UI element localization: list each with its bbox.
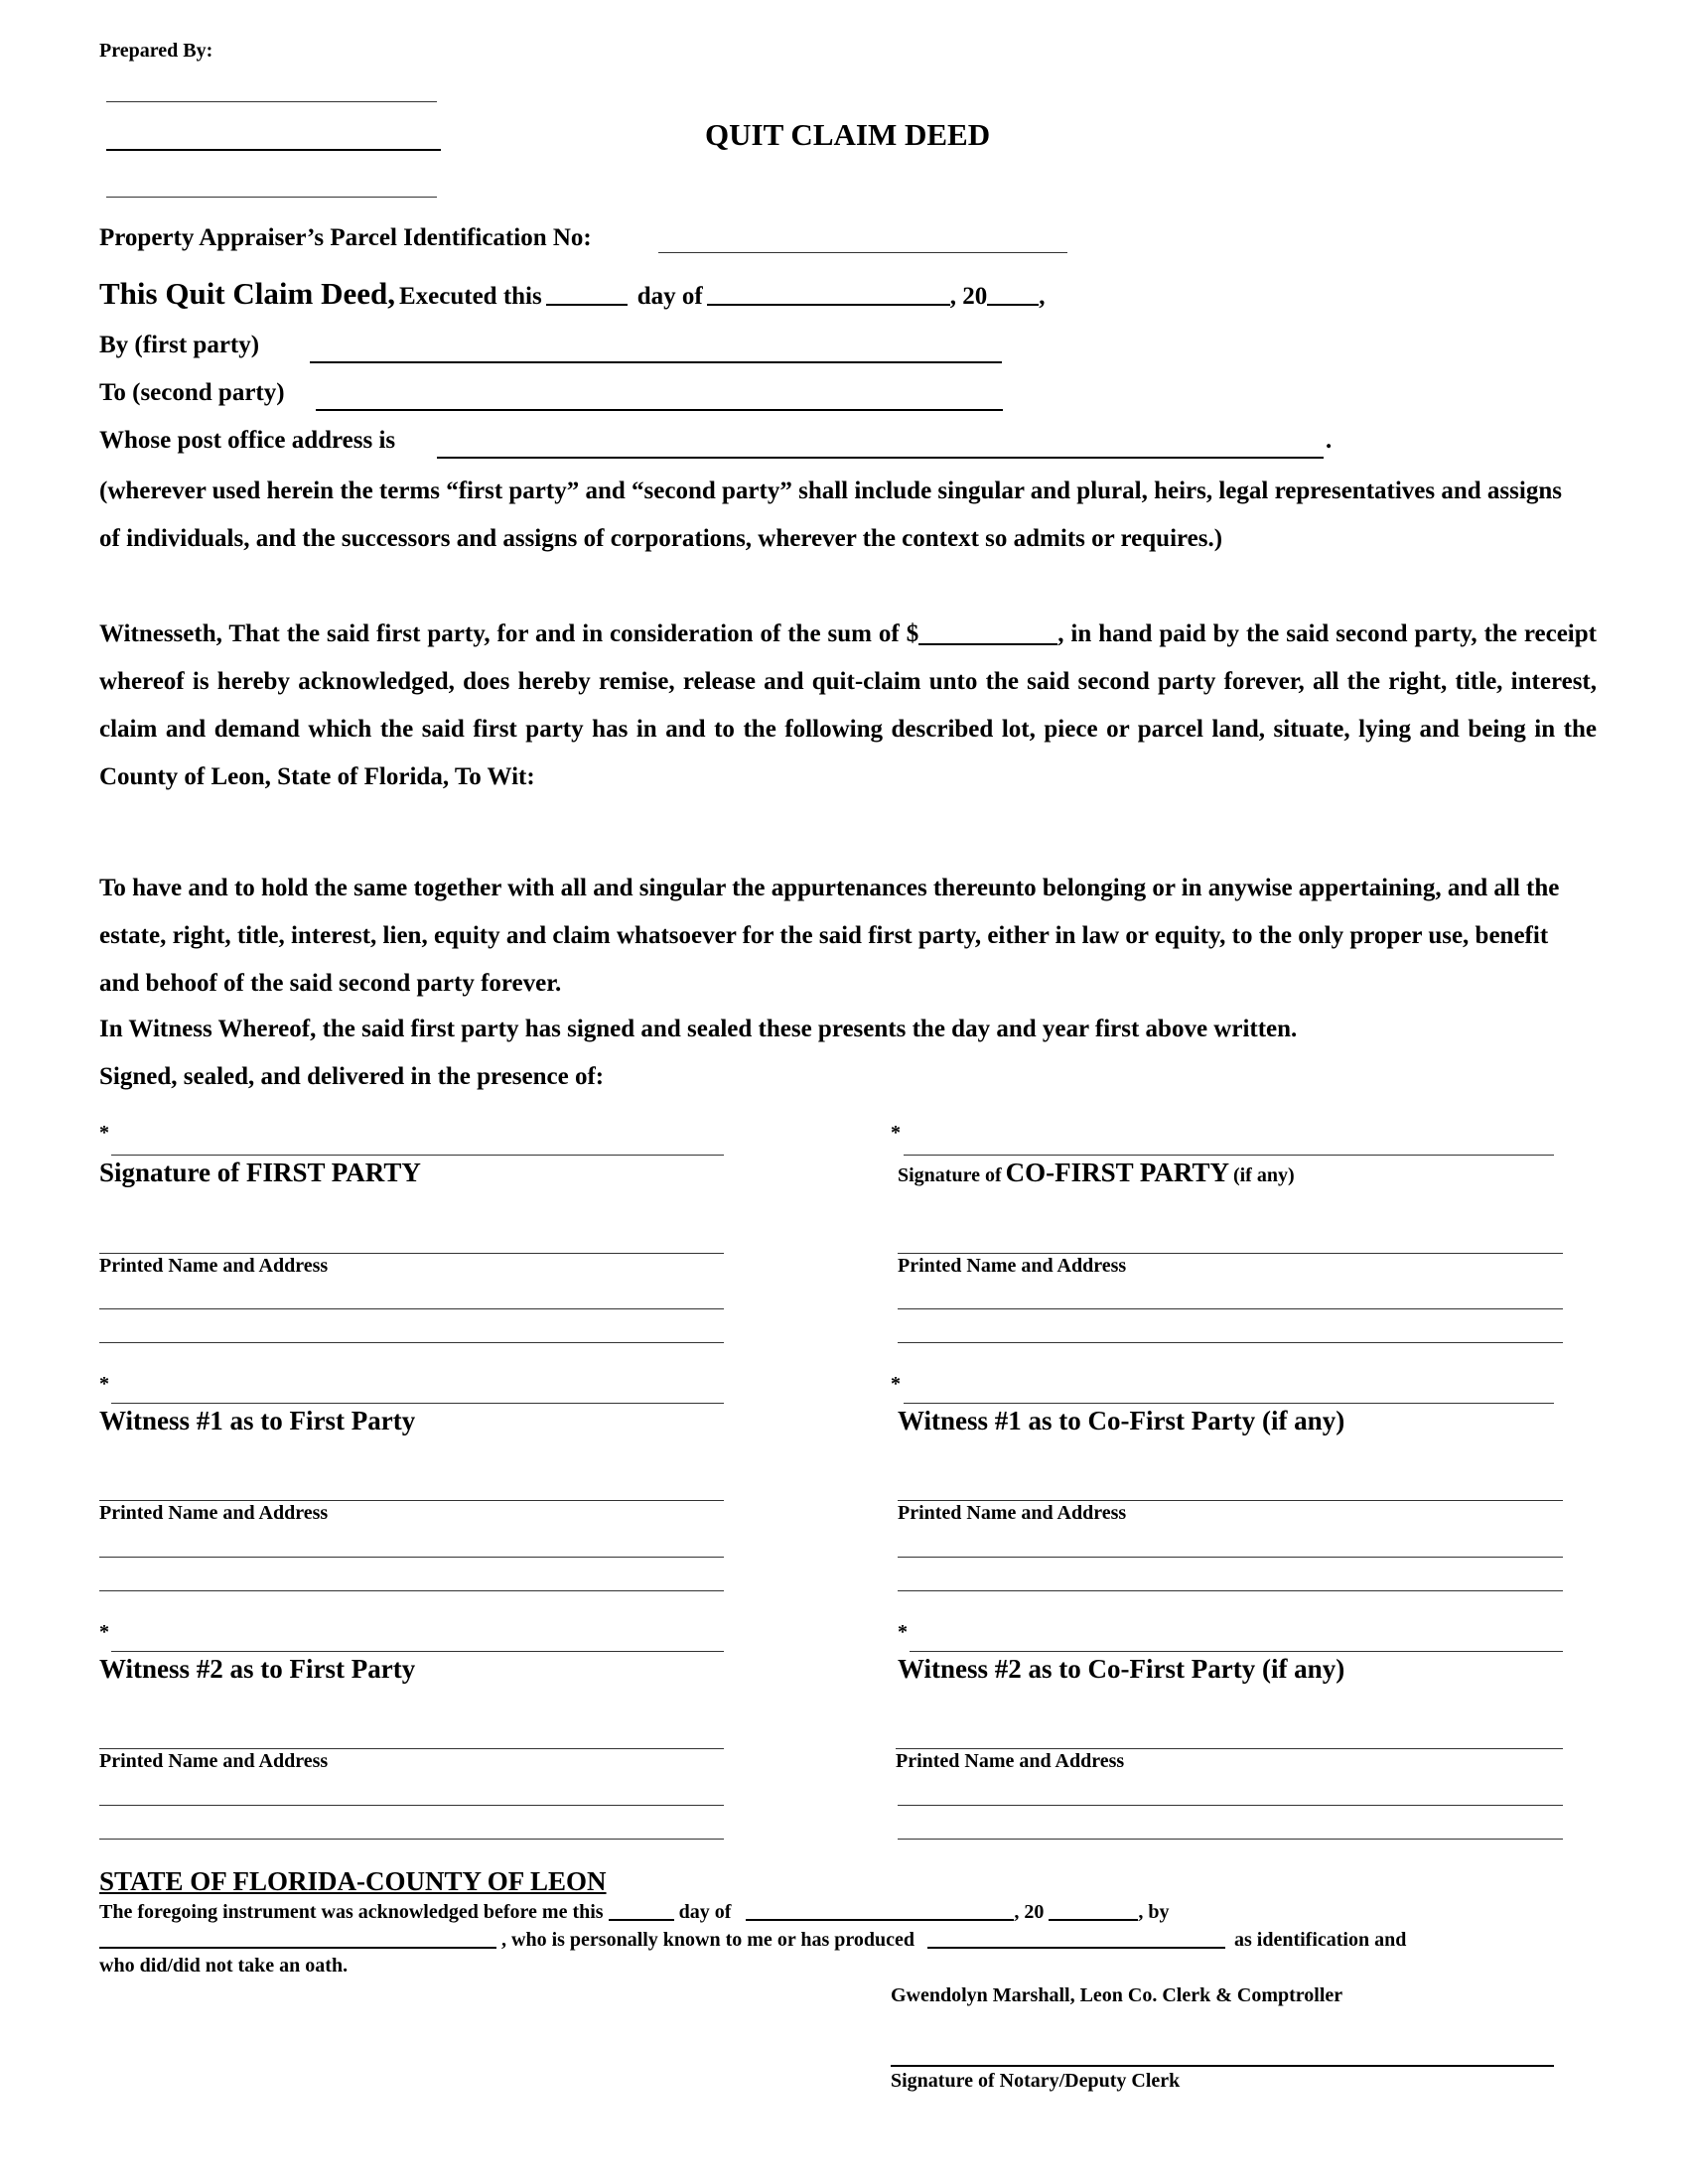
witness1-first-address-line-1[interactable] (99, 1557, 724, 1558)
notary-line1-c: , 20 (1014, 1901, 1045, 1923)
co-first-address-line-1[interactable] (898, 1308, 1563, 1309)
notary-name-blank[interactable] (99, 1927, 496, 1949)
witnesseth-part1: Witnesseth, That the said first party, for and in consideration of the sum of $ (99, 620, 919, 647)
notary-line2-a: , who is personally known to me or has produced (501, 1929, 914, 1951)
notary-line-3: who did/did not take an oath. (99, 1955, 349, 1977)
address-line[interactable] (437, 457, 1324, 459)
executed-day-blank[interactable] (546, 288, 628, 306)
witness2-first-address-line-2[interactable] (99, 1839, 724, 1840)
consideration-amount-blank[interactable] (918, 618, 1057, 645)
co-first-printed-line[interactable] (898, 1253, 1563, 1254)
asterisk: * (891, 1122, 901, 1144)
executed-year-blank[interactable] (987, 288, 1039, 306)
first-party-address-line-2[interactable] (99, 1342, 724, 1343)
notary-line-2 (99, 1927, 1406, 1952)
co-first-address-line-2[interactable] (898, 1342, 1563, 1343)
first-party-label: By (first party) (99, 332, 260, 358)
co-first-signature-line[interactable] (904, 1155, 1554, 1156)
witness2-co-printed-line[interactable] (896, 1748, 1563, 1749)
witness1-co-address-line-2[interactable] (898, 1590, 1563, 1591)
first-party-signature-line[interactable] (111, 1155, 724, 1156)
co-first-suffix: (if any) (1232, 1164, 1295, 1186)
witness2-co-label: Witness #2 as to Co-First Party (if any) (898, 1654, 1345, 1684)
page-title: QUIT CLAIM DEED (705, 117, 991, 152)
notary-month-blank[interactable] (746, 1899, 1014, 1921)
witness1-co-signature-line[interactable] (904, 1403, 1554, 1404)
witness1-first-address-line-2[interactable] (99, 1590, 724, 1591)
witness2-first-label: Witness #2 as to First Party (99, 1654, 416, 1684)
executed-this-label: Executed this (398, 283, 542, 310)
printed-name-label: Printed Name and Address (898, 1502, 1127, 1524)
executed-line (99, 276, 1045, 312)
prepared-by-label: Prepared By: (99, 40, 213, 62)
witness2-co-address-line-1[interactable] (898, 1805, 1563, 1806)
notary-day-blank[interactable] (609, 1899, 674, 1921)
first-party-signature-label: Signature of FIRST PARTY (99, 1158, 421, 1187)
printed-name-label: Printed Name and Address (898, 1255, 1127, 1277)
in-witness-text: In Witness Whereof, the said first party has signed and sealed these presents the day and year first above written. (99, 1016, 1298, 1042)
witness1-first-printed-line[interactable] (99, 1500, 724, 1501)
asterisk: * (891, 1373, 901, 1395)
notary-id-blank[interactable] (927, 1927, 1225, 1949)
first-party-printed-line[interactable] (99, 1253, 724, 1254)
address-label: Whose post office address is (99, 427, 396, 454)
printed-name-label: Printed Name and Address (99, 1750, 329, 1772)
notary-line-1 (99, 1899, 1170, 1924)
habendum-paragraph: To have and to hold the same together with all and singular the appurtenances thereunto belonging or in anywise appertaining, and all the estate, right, title, interest, lien, equity and claim whatsoever for the said first party, either in law or equity, to the only proper use, benefit and behoof of the said second party forever. (99, 875, 1560, 997)
asterisk: * (99, 1373, 109, 1395)
asterisk: * (898, 1621, 908, 1643)
witnesseth-part2: , in hand paid by the said second party, the receipt whereof is hereby acknowledged, does hereby remise, release and quit-claim unto the said second party forever, all the right, title, interest, claim and demand which the said first party has in and to the following described lot, piece or parcel land, situate, lying and being in the County of Leon, State of Florida, To Wit: (99, 620, 1597, 790)
witness2-co-signature-line[interactable] (910, 1651, 1563, 1652)
notary-year-blank[interactable] (1049, 1899, 1138, 1921)
notary-signature-label: Signature of Notary/Deputy Clerk (891, 2070, 1181, 2092)
witness1-first-label: Witness #1 as to First Party (99, 1406, 416, 1435)
witness2-first-signature-line[interactable] (111, 1651, 724, 1652)
notary-signature-line[interactable] (891, 2065, 1554, 2067)
second-party-line[interactable] (316, 409, 1003, 411)
witness1-co-address-line-1[interactable] (898, 1557, 1563, 1558)
notary-line1-a: The foregoing instrument was acknowledged before me this (99, 1901, 604, 1923)
co-first-prefix: Signature of (898, 1164, 1002, 1186)
asterisk: * (99, 1621, 109, 1643)
notary-line1-d: , by (1138, 1901, 1170, 1923)
witness1-co-label: Witness #1 as to Co-First Party (if any) (898, 1406, 1345, 1435)
notary-line1-b: day of (678, 1901, 732, 1923)
first-party-address-line-1[interactable] (99, 1308, 724, 1309)
co-first-signature-label (898, 1158, 1295, 1188)
prepared-by-line-3[interactable] (106, 197, 437, 198)
definition-paragraph: (wherever used herein the terms “first party” and “second party” shall include singular and plural, heirs, legal representatives and assigns of individuals, and the successors and assigns of corporations, wherever the context so admits or requires.) (99, 478, 1562, 552)
address-end: . (1326, 427, 1333, 454)
witness2-co-address-line-2[interactable] (898, 1839, 1563, 1840)
executed-end: , (1039, 283, 1046, 310)
printed-name-label: Printed Name and Address (99, 1255, 329, 1277)
notary-heading: STATE OF FLORIDA-COUNTY OF LEON (99, 1866, 607, 1896)
year-prefix: , 20 (949, 283, 988, 310)
signed-sealed-text: Signed, sealed, and delivered in the presence of: (99, 1063, 605, 1090)
notary-line2-b: as identification and (1234, 1929, 1407, 1951)
prepared-by-line-1[interactable] (106, 101, 437, 102)
first-party-line[interactable] (310, 361, 1002, 363)
witness1-first-signature-line[interactable] (111, 1403, 724, 1404)
deed-lead-text: This Quit Claim Deed, (99, 276, 395, 311)
printed-name-label: Printed Name and Address (99, 1502, 329, 1524)
parcel-id-line[interactable] (658, 252, 1067, 253)
parcel-id-label: Property Appraiser’s Parcel Identification No: (99, 224, 592, 251)
witnesseth-paragraph (99, 611, 1597, 801)
printed-name-label: Printed Name and Address (896, 1750, 1125, 1772)
prepared-by-line-2[interactable] (106, 149, 441, 151)
co-first-main: CO-FIRST PARTY (1005, 1158, 1229, 1187)
clerk-name: Gwendolyn Marshall, Leon Co. Clerk & Comptroller (891, 1984, 1343, 2006)
asterisk: * (99, 1122, 109, 1144)
second-party-label: To (second party) (99, 379, 285, 406)
executed-month-blank[interactable] (707, 288, 950, 306)
witness2-first-address-line-1[interactable] (99, 1805, 724, 1806)
witness1-co-printed-line[interactable] (898, 1500, 1563, 1501)
day-of-label: day of (636, 283, 703, 310)
witness2-first-printed-line[interactable] (99, 1748, 724, 1749)
